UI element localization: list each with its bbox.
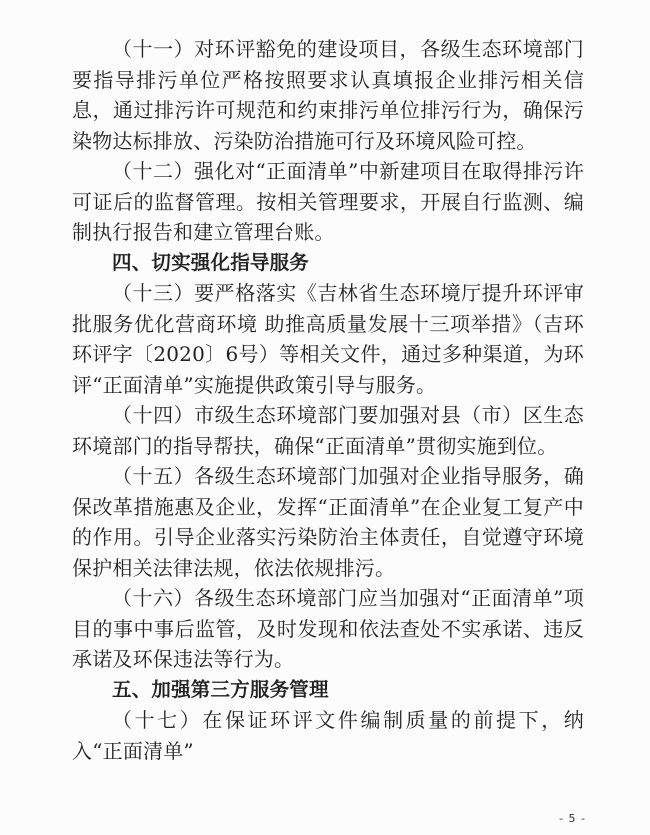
paragraph-item-12: （十二）强化对“正面清单”中新建项目在取得排污许可证后的监督管理。按相关管理要求，开展自行监测、编制执行报告和建立管理台账。 bbox=[72, 159, 584, 244]
paragraph-item-11: （十一）对环评豁免的建设项目，各级生态环境部门要指导排污单位严格按照要求认真填报企业排污相关信息，通过排污许可规范和约束排污单位排污行为，确保污染物达标排放、污染防治措施可行及环境风险可控。 bbox=[72, 37, 584, 153]
section-heading-4: 四、切实强化指导服务 bbox=[112, 250, 310, 274]
paragraph-item-17: （十七）在保证环评文件编制质量的前提下，纳入“正面清单” bbox=[72, 708, 584, 763]
document-body bbox=[72, 34, 584, 766]
section-heading-5: 五、加强第三方服务管理 bbox=[112, 677, 329, 701]
paragraph-item-14: （十四）市级生态环境部门要加强对县（市）区生态环境部门的指导帮扶，确保“正面清单”贯彻实施到位。 bbox=[72, 403, 584, 458]
paragraph-item-13: （十三）要严格落实《吉林省生态环境厅提升环评审批服务优化营商环境 助推高质量发展十三项举措》（吉环环评字〔2020〕6号）等相关文件，通过多种渠道，为环评“正面清单”实施提供政策引导与服务。 bbox=[72, 281, 584, 397]
paragraph-item-16: （十六）各级生态环境部门应当加强对“正面清单”项目的事中事后监管，及时发现和依法查处不实承诺、违反承诺及环保违法等行为。 bbox=[72, 586, 584, 671]
paragraph-item-15: （十五）各级生态环境部门加强对企业指导服务，确保改革措施惠及企业，发挥“正面清单”在企业复工复产中的作用。引导企业落实污染防治主体责任，自觉遵守环境保护相关法律法规，依法依规排污。 bbox=[72, 464, 584, 580]
page-number: - 5 - bbox=[559, 812, 586, 825]
